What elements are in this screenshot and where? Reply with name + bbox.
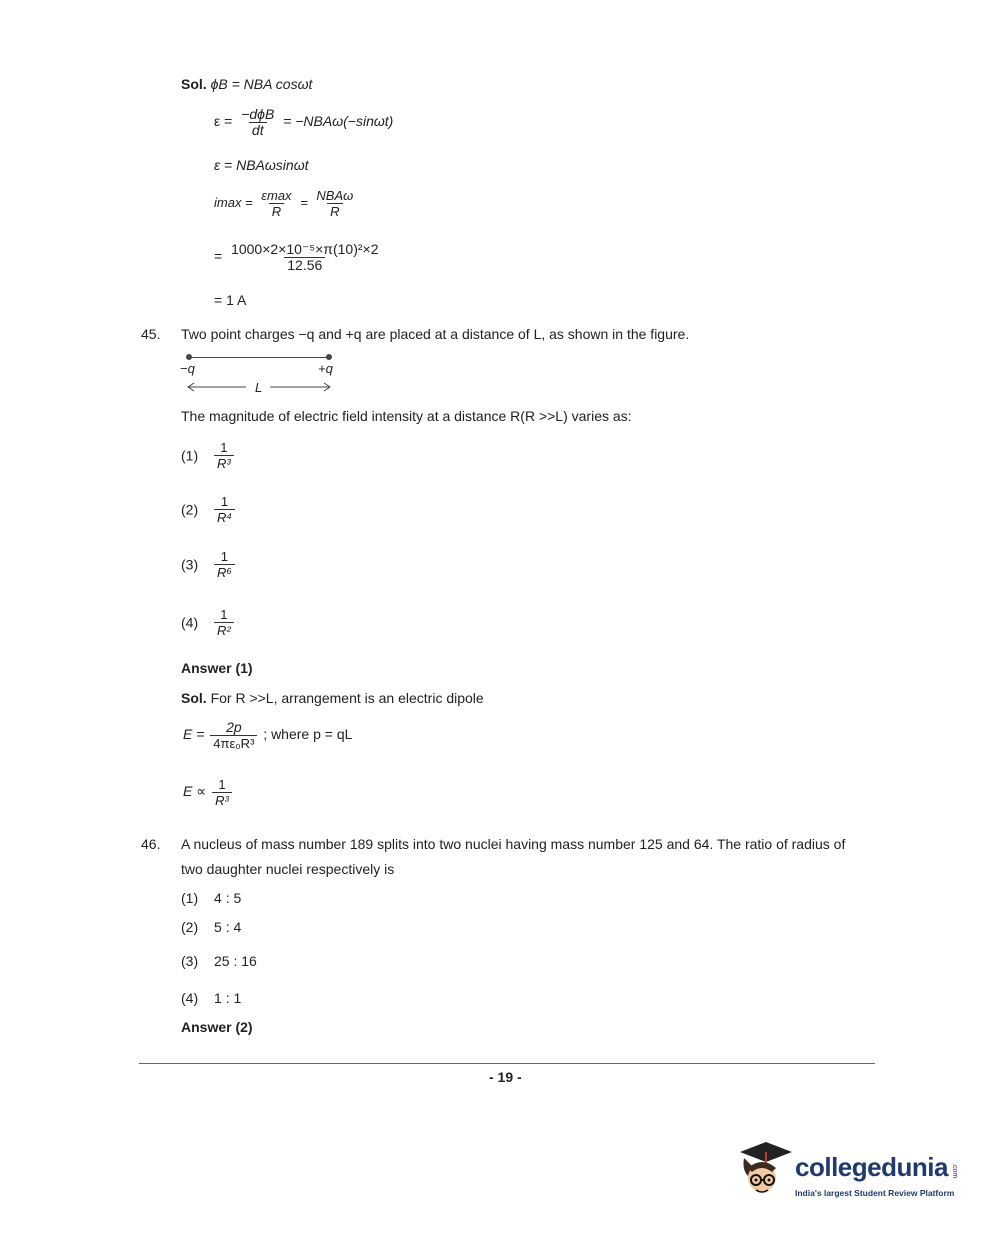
imax-num-1: εmax [261,188,292,203]
positive-charge-dot [326,354,332,360]
imax-equation [214,188,358,219]
q45-text: Two point charges −q and +q are placed at a distance of L, as shown in the figure. [181,326,690,342]
positive-charge-label: +q [318,361,333,376]
distance-label: L [255,380,263,395]
prop-num: 1 [218,777,226,792]
option-label: (1) [181,890,199,906]
option-label: (2) [181,919,199,935]
option-fraction [214,494,235,525]
q45-answer: Answer (1) [181,660,253,676]
q46-text-line1: A nucleus of mass number 189 splits into two nuclei having mass number 125 and 64. The ratio of radius of [181,836,846,852]
formula-fraction [210,720,257,751]
q46-option-1 [181,890,241,906]
option-value: 1 : 1 [214,990,242,1006]
formula-rhs: ; where p = qL [263,726,353,743]
option-fraction [214,549,235,580]
formula-num: 2p [226,719,242,735]
sol-label: Sol. [181,690,207,706]
option-num: 1 [220,607,228,622]
calc-fraction [228,242,381,273]
imax-fraction-1 [258,188,294,219]
option-num: 1 [220,440,228,455]
sol-text: For R >>L, arrangement is an electric dipole [210,690,484,706]
mascot-icon [732,1138,794,1206]
formula-den: 4πε₀R³ [210,735,257,751]
q45-question: The magnitude of electric field intensity at a distance R(R >>L) varies as: [181,408,632,424]
q46-option-2 [181,919,241,935]
brand-tagline: India's largest Student Review Platform [795,1188,955,1198]
option-label: (1) [181,447,199,464]
option-den: R³ [214,455,234,471]
q45-option-4 [181,607,236,638]
q46-text-line2: two daughter nuclei respectively is [181,861,395,877]
option-num: 1 [220,494,229,509]
imax-den-2: R [327,203,342,219]
option-label: (2) [181,501,199,518]
option-den: R² [214,622,234,638]
calc-equals: = [214,248,223,265]
brand-name: collegedunia [795,1152,948,1182]
option-value: 4 : 5 [214,890,242,906]
option-num: 1 [220,549,229,564]
footer-divider [139,1063,875,1064]
imax-num-2: NBAω [316,188,354,203]
q46-option-4 [181,990,241,1006]
q45-option-2 [181,494,237,525]
option-label: (3) [181,953,199,969]
option-fraction [214,440,234,471]
dipole-formula [183,720,352,751]
emf-num: −dϕB [241,106,275,122]
brand-suffix: .com [951,1163,958,1179]
option-label: (4) [181,990,199,1006]
calc-den: 12.56 [284,257,325,273]
page-number: - 19 - [489,1069,522,1085]
option-label: (3) [181,556,199,573]
option-den: R⁶ [214,564,235,580]
q46-number: 46. [141,836,161,852]
sol1-line1 [181,76,312,92]
option-den: R⁴ [214,509,235,525]
prop-den: R³ [212,792,232,808]
emf-den: dt [249,122,267,138]
option-value: 25 : 16 [214,953,257,969]
imax-equals: = [300,194,308,210]
emf-derivative [214,107,393,138]
emf-lhs: ε = [214,113,233,130]
sol-label: Sol. [181,76,207,92]
calc-equation [214,242,383,273]
formula-lhs: E = [183,726,205,743]
q45-solution [181,690,484,706]
negative-charge-label: −q [180,361,195,376]
q45-number: 45. [141,326,161,342]
flux-equation: ϕB = NBA cosωt [210,76,313,92]
proportionality [183,777,234,808]
result: = 1 A [214,292,247,308]
q45-option-3 [181,549,237,580]
emf-equation: ε = NBAωsinωt [214,157,309,173]
imax-lhs: imax = [214,194,253,210]
option-label: (4) [181,614,199,631]
prop-fraction [212,777,232,808]
calc-num: 1000×2×10⁻⁵×π(10)²×2 [231,241,379,257]
option-fraction [214,607,234,638]
q46-answer: Answer (2) [181,1019,253,1035]
option-value: 5 : 4 [214,919,242,935]
emf-rhs: = −NBAω(−sinωt) [283,113,394,130]
prop-lhs: E ∝ [183,783,207,800]
imax-den-1: R [269,203,284,219]
dipole-line [190,357,330,358]
q45-option-1 [181,440,236,471]
imax-fraction-2 [313,188,356,219]
q46-option-3 [181,953,257,969]
emf-fraction [238,107,277,138]
